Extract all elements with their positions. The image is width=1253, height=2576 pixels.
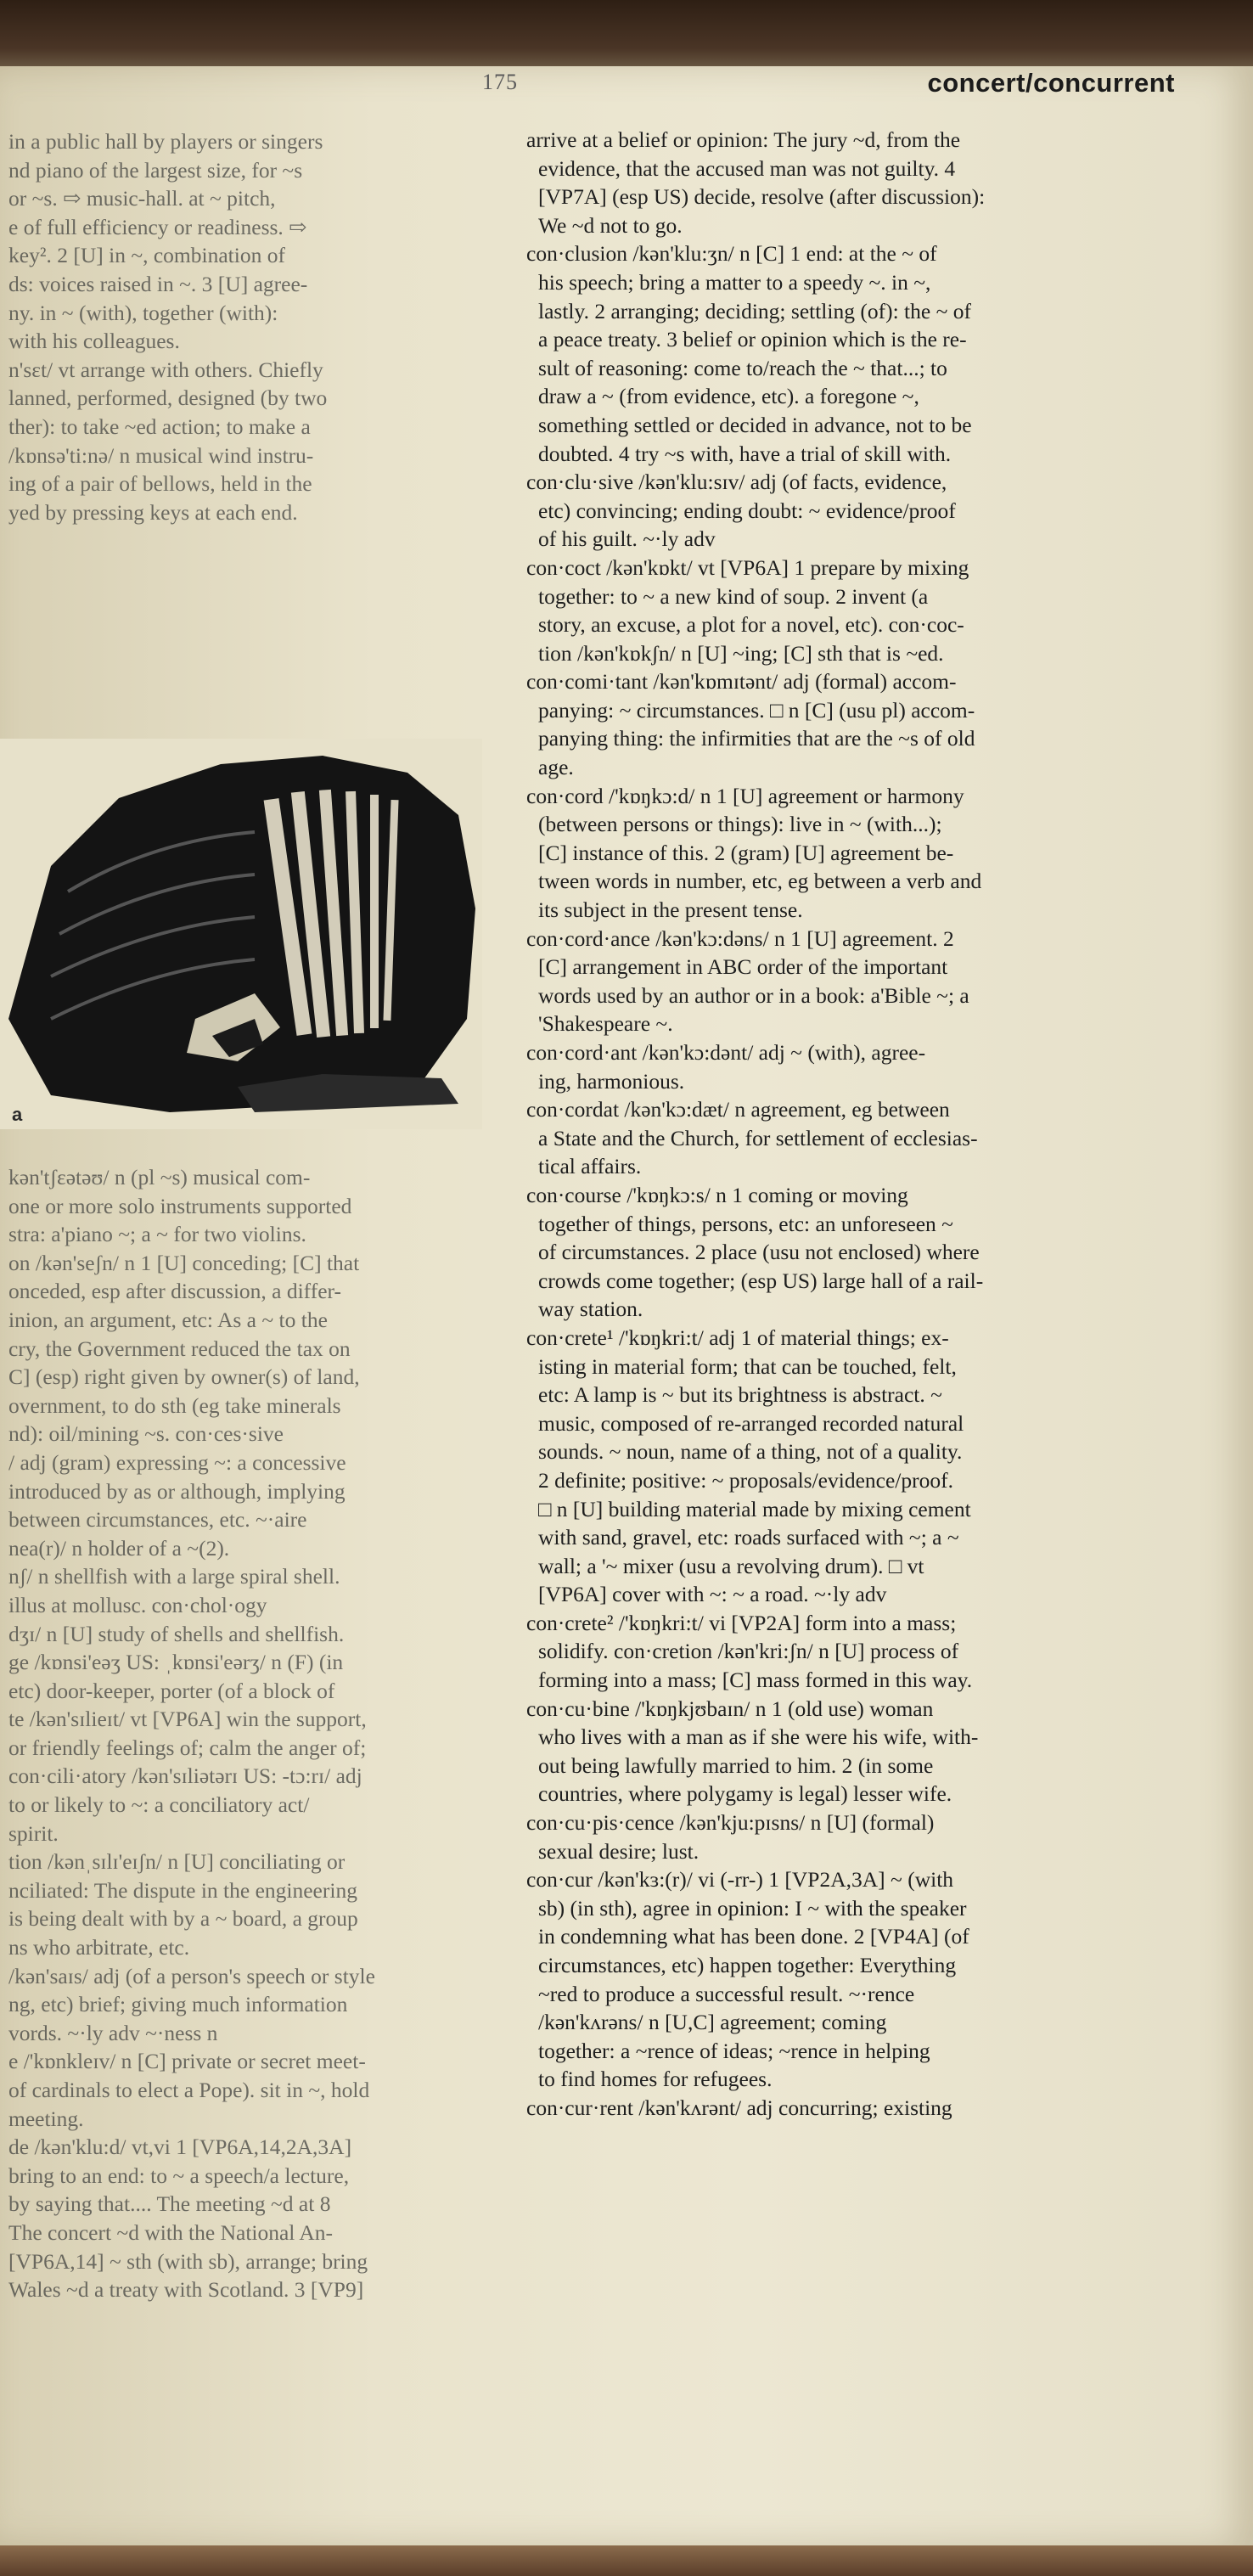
text-line: music, composed of re-arranged recorded natural xyxy=(538,1410,964,1436)
text-line: onceded, esp after discussion, a differ- xyxy=(8,1279,342,1304)
text-line: tion /kən'kɒkʃn/ n [U] ~ing; [C] sth that is ~ed. xyxy=(538,640,944,666)
text-line: con·course /'kɒŋkɔ:s/ n 1 coming or moving xyxy=(526,1182,908,1207)
text-line: lastly. 2 arranging; deciding; settling (of): the ~ of xyxy=(538,298,971,323)
text-line: solidify. con·cretion /kən'kri:ʃn/ n [U] process of xyxy=(538,1639,959,1664)
text-line: nd): oil/mining ~s. con·ces·sive xyxy=(8,1421,284,1447)
text-line: countries, where polygamy is legal) lesser wife. xyxy=(538,1781,952,1807)
text-line: who lives with a man as if she were his wife, with- xyxy=(538,1724,979,1750)
text-line: stra: a'piano ~; a ~ for two violins. xyxy=(8,1222,306,1247)
text-line: introduced by as or although, implying xyxy=(8,1478,346,1504)
text-line: tical affairs. xyxy=(538,1154,642,1179)
text-line: a State and the Church, for settlement of ecclesias- xyxy=(538,1125,978,1150)
text-line: con·coct /kən'kɒkt/ vt [VP6A] 1 prepare by mixing xyxy=(526,554,969,580)
text-line: out being lawfully married to him. 2 (in some xyxy=(538,1752,934,1778)
text-line: con·crete² /'kɒŋkri:t/ vi [VP2A] form into a mass; xyxy=(526,1610,957,1635)
text-line: way station. xyxy=(538,1296,643,1322)
text-line: ing, harmonious. xyxy=(538,1068,685,1094)
text-line: to or likely to ~: a conciliatory act/ xyxy=(8,1792,310,1818)
text-line: con·crete¹ /'kɒŋkri:t/ adj 1 of material things; ex- xyxy=(526,1325,949,1350)
page-top-shadow xyxy=(0,0,1253,70)
text-line: in a public hall by players or singers xyxy=(8,129,323,154)
text-line: together: to ~ a new kind of soup. 2 invent (a xyxy=(538,583,929,609)
text-line: cry, the Government reduced the tax on xyxy=(8,1336,351,1361)
text-line: /kɒnsə'ti:nə/ n musical wind instru- xyxy=(8,442,314,468)
text-line: meeting. xyxy=(8,2106,84,2131)
text-line: /kən'saɪs/ adj (of a person's speech or style xyxy=(8,1963,375,1988)
text-line: /kən'kʌrəns/ n [U,C] agreement; coming xyxy=(538,2010,887,2035)
text-line: isting in material form; that can be touched, felt, xyxy=(538,1353,957,1379)
text-line: evidence, that the accused man was not guilty. 4 xyxy=(538,155,956,181)
text-line: panying: ~ circumstances. □ n [C] (usu pl) accom- xyxy=(538,697,975,723)
text-line: Wales ~d a treaty with Scotland. 3 [VP9] xyxy=(8,2277,364,2303)
text-line: ing of a pair of bellows, held in the xyxy=(8,471,312,497)
text-line: con·clusion /kən'klu:ʒn/ n [C] 1 end: at the ~ of xyxy=(526,241,937,267)
text-line: sounds. ~ noun, name of a thing, not of a quality. xyxy=(538,1439,963,1465)
text-line: panying thing: the infirmities that are the ~s of old xyxy=(538,726,975,751)
text-line: We ~d not to go. xyxy=(538,212,683,238)
text-line: ny. in ~ (with), together (with): xyxy=(8,300,278,325)
text-line: illus at mollusc. con·chol·ogy xyxy=(8,1592,267,1617)
text-line: [C] instance of this. 2 (gram) [U] agreement be- xyxy=(538,840,954,865)
text-line: C] (esp) right given by owner(s) of land, xyxy=(8,1364,360,1390)
right-column xyxy=(526,126,1184,2123)
text-line: ~red to produce a successful result. ~·rence xyxy=(538,1981,915,2006)
text-line: dʒɪ/ n [U] study of shells and shellfish. xyxy=(8,1621,345,1646)
text-line: nd piano of the largest size, for ~s xyxy=(8,157,303,183)
page-bottom-edge xyxy=(0,2545,1253,2576)
text-line: con·cur /kən'kɜ:(r)/ vi (-rr-) 1 [VP2A,3A] ~ (with xyxy=(526,1867,954,1893)
text-line: yed by pressing keys at each end. xyxy=(8,499,298,525)
text-line: con·cili·atory /kən'sɪliətərɪ US: -tɔ:rɪ/ adj xyxy=(8,1763,362,1789)
text-line: sult of reasoning: come to/reach the ~ that...; to xyxy=(538,355,947,380)
text-line: 'Shakespeare ~. xyxy=(538,1011,673,1037)
text-line: con·cordat /kən'kɔ:dæt/ n agreement, eg between xyxy=(526,1097,950,1122)
text-line: con·cord·ant /kən'kɔ:dənt/ adj ~ (with), agree- xyxy=(526,1040,926,1065)
text-line: ns who arbitrate, etc. xyxy=(8,1935,190,1960)
accordion-illustration xyxy=(0,739,482,1129)
text-line: is being dealt with by a ~ board, a group xyxy=(8,1906,358,1932)
text-line: n'sεt/ vt arrange with others. Chiefly xyxy=(8,357,323,382)
text-line: e of full efficiency or readiness. ⇨ xyxy=(8,214,307,239)
text-line: / adj (gram) expressing ~: a concessive xyxy=(8,1449,346,1475)
text-line: con·cord·ance /kən'kɔ:dəns/ n 1 [U] agreement. 2 xyxy=(526,925,954,951)
text-line: etc: A lamp is ~ but its brightness is abstract. ~ xyxy=(538,1382,942,1408)
text-line: key². 2 [U] in ~, combination of xyxy=(8,243,285,268)
text-line: [C] arrangement in ABC order of the important xyxy=(538,954,948,980)
left-column-top xyxy=(0,127,509,526)
text-line: te /kən'sɪlieɪt/ vt [VP6A] win the support, xyxy=(8,1707,367,1732)
text-line: of his guilt. ~·ly adv xyxy=(538,526,716,552)
text-line: (between persons or things): live in ~ (with...); xyxy=(538,812,942,837)
text-line: with his colleagues. xyxy=(8,329,180,354)
text-line: crowds come together; (esp US) large hall of a rail- xyxy=(538,1268,984,1293)
text-line: something settled or decided in advance, not to be xyxy=(538,412,972,437)
text-line: ther): to take ~ed action; to make a xyxy=(8,413,311,439)
text-line: on /kən'seʃn/ n 1 [U] conceding; [C] that xyxy=(8,1250,360,1275)
text-line: arrive at a belief or opinion: The jury ~d, from the xyxy=(526,127,961,152)
text-line: lanned, performed, designed (by two xyxy=(8,385,328,411)
text-line: of circumstances. 2 place (usu not enclosed) where xyxy=(538,1240,980,1265)
text-line: con·cord /'kɒŋkɔ:d/ n 1 [U] agreement or harmony xyxy=(526,783,964,808)
text-line: age. xyxy=(538,755,574,780)
text-line: [VP7A] (esp US) decide, resolve (after discussion): xyxy=(538,184,986,210)
text-line: words used by an author or in a book: a'Bible ~; a xyxy=(538,982,969,1008)
text-line: e /'kɒnkleɪv/ n [C] private or secret meet- xyxy=(8,2049,366,2074)
text-line: nʃ/ n shellfish with a large spiral shell. xyxy=(8,1564,340,1589)
text-line: ds: voices raised in ~. 3 [U] agree- xyxy=(8,271,308,296)
text-line: between circumstances, etc. ~·aire xyxy=(8,1507,307,1533)
text-line: The concert ~d with the National An- xyxy=(8,2219,334,2245)
text-line: in condemning what has been done. 2 [VP4A] (of xyxy=(538,1924,969,1949)
text-line: overnment, to do sth (eg take minerals xyxy=(8,1392,341,1418)
text-line: by saying that.... The meeting ~d at 8 xyxy=(8,2191,331,2217)
text-line: etc) door-keeper, porter (of a block of xyxy=(8,1678,335,1703)
text-line: nciliated: The dispute in the engineering xyxy=(8,1877,357,1903)
text-line: nea(r)/ n holder of a ~(2). xyxy=(8,1535,230,1561)
running-head: concert/concurrent xyxy=(927,68,1175,98)
text-line: tween words in number, etc, eg between a verb and xyxy=(538,869,982,894)
text-line: story, an excuse, a plot for a novel, etc). con·coc- xyxy=(538,612,964,638)
text-line: vords. ~·ly adv ~·ness n xyxy=(8,2020,218,2045)
text-line: circumstances, etc) happen together: Everything xyxy=(538,1953,957,1977)
text-line: draw a ~ (from evidence, etc). a foregone ~, xyxy=(538,384,919,409)
text-line: con·comi·tant /kən'kɒmɪtənt/ adj (formal) accom- xyxy=(526,669,957,695)
text-line: or ~s. ⇨ music-hall. at ~ pitch, xyxy=(8,186,276,211)
text-line: forming into a mass; [C] mass formed in this way. xyxy=(538,1668,973,1693)
text-line: one or more solo instruments supported xyxy=(8,1193,352,1218)
text-line: con·cu·bine /'kɒŋkjʊbaɪn/ n 1 (old use) woman xyxy=(526,1696,934,1721)
text-line: 2 definite; positive: ~ proposals/evidence/proof. xyxy=(538,1467,953,1493)
text-line: ng, etc) brief; giving much information xyxy=(8,1992,348,2017)
text-line: tion /kənˌsɪlɪ'eɪʃn/ n [U] conciliating or xyxy=(8,1849,346,1875)
text-line: de /kən'klu:d/ vt,vi 1 [VP6A,14,2A,3A] xyxy=(8,2134,352,2160)
text-line: of cardinals to elect a Pope). sit in ~, hold xyxy=(8,2078,370,2102)
text-line: with sand, gravel, etc: roads surfaced with ~; a ~ xyxy=(538,1525,959,1550)
text-line: bring to an end: to ~ a speech/a lecture, xyxy=(8,2163,350,2188)
text-line: spirit. xyxy=(8,1820,59,1846)
text-line: con·cu·pis·cence /kən'kju:pɪsns/ n [U] (formal) xyxy=(526,1810,935,1836)
text-line: sb) (in sth), agree in opinion: I ~ with the speaker xyxy=(538,1895,967,1921)
text-line: doubted. 4 try ~s with, have a trial of skill with. xyxy=(538,441,952,466)
text-line: a peace treaty. 3 belief or opinion which is the re- xyxy=(538,327,967,352)
text-line: con·cur·rent /kən'kʌrənt/ adj concurring; existing xyxy=(526,2095,952,2120)
text-line: [VP6A,14] ~ sth (with sb), arrange; bring xyxy=(8,2248,368,2274)
text-line: kən'tʃεətəʊ/ n (pl ~s) musical com- xyxy=(8,1165,311,1190)
text-line: [VP6A] cover with ~: ~ a road. ~·ly adv xyxy=(538,1582,887,1607)
text-line: inion, an argument, etc: As a ~ to the xyxy=(8,1307,328,1332)
text-line: or friendly feelings of; calm the anger of; xyxy=(8,1735,367,1760)
text-line: etc) convincing; ending doubt: ~ evidence/proof xyxy=(538,498,956,523)
left-column-bottom xyxy=(0,1163,509,2304)
text-line: ge /kɒnsi'eəʒ US: ˌkɒnsi'eərʒ/ n (F) (in xyxy=(8,1650,344,1675)
illustration-label: a xyxy=(12,1104,23,1125)
text-line: sexual desire; lust. xyxy=(538,1838,700,1864)
text-line: wall; a '~ mixer (usu a revolving drum). □ vt xyxy=(538,1553,924,1578)
text-line: con·clu·sive /kən'klu:sɪv/ adj (of facts, evidence, xyxy=(526,470,947,495)
page-number: 175 xyxy=(482,70,518,94)
text-line: his speech; bring a matter to a speedy ~. in ~, xyxy=(538,269,931,295)
text-line: together: a ~rence of ideas; ~rence in helping xyxy=(538,2038,930,2063)
text-line: □ n [U] building material made by mixing cement xyxy=(538,1496,971,1521)
text-line: its subject in the present tense. xyxy=(538,897,803,923)
text-line: together of things, persons, etc: an unforeseen ~ xyxy=(538,1211,953,1236)
text-line: to find homes for refugees. xyxy=(538,2067,773,2092)
